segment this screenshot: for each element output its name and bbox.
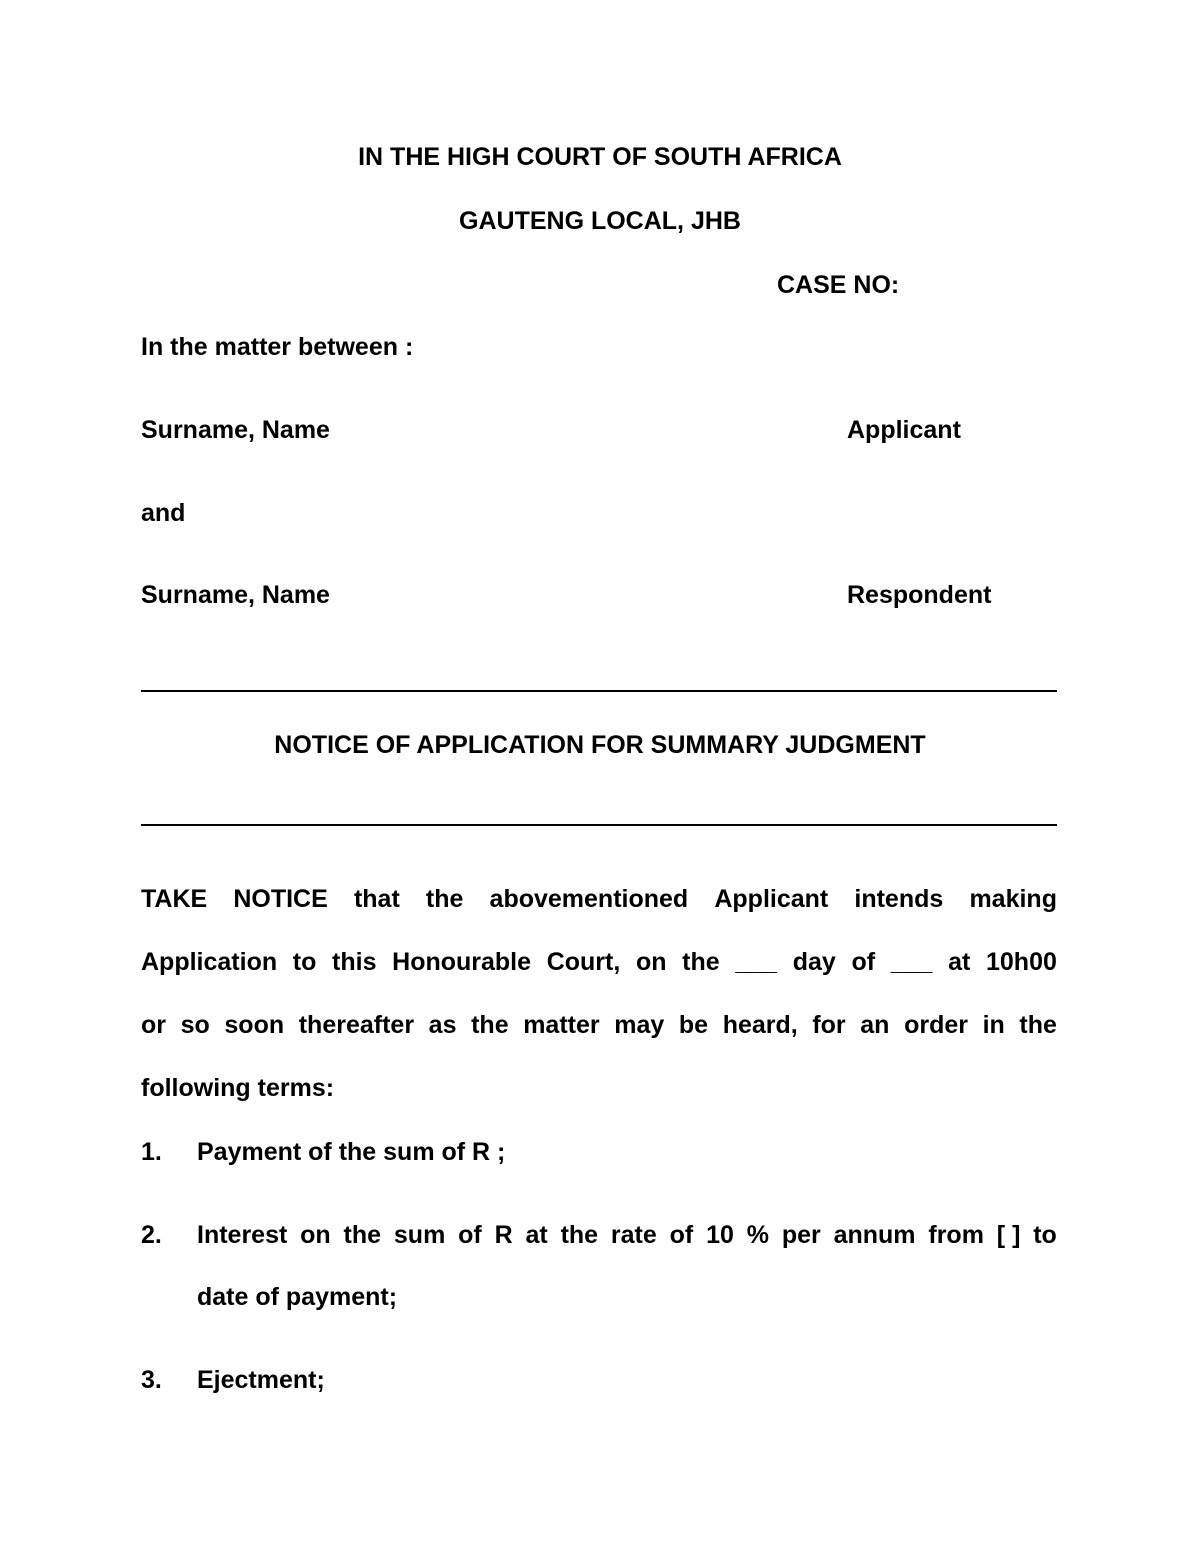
word: the — [682, 948, 720, 976]
word: Applicant — [714, 885, 829, 913]
body-line-3 — [141, 1010, 1057, 1040]
item-1-number: 1. — [141, 1138, 162, 1166]
word: or — [141, 1011, 166, 1039]
item-3-text: Ejectment; — [197, 1366, 325, 1394]
word: at — [948, 948, 971, 976]
word: 10 — [706, 1221, 734, 1249]
document-title: NOTICE OF APPLICATION FOR SUMMARY JUDGMENT — [274, 731, 926, 759]
word: ] — [1012, 1221, 1021, 1249]
item-2-line-1 — [197, 1220, 1057, 1250]
word: be — [678, 1011, 709, 1039]
court-heading: IN THE HIGH COURT OF SOUTH AFRICA — [358, 143, 842, 171]
word: on — [635, 948, 667, 976]
respondent-role: Respondent — [847, 581, 992, 609]
word: abovementioned — [489, 885, 689, 913]
word: the — [343, 1221, 382, 1249]
word: as — [428, 1011, 457, 1039]
word: this — [332, 948, 377, 976]
word: heard, — [722, 1011, 798, 1039]
word: Honourable — [392, 948, 532, 976]
word: matter — [523, 1011, 600, 1039]
word: at — [525, 1221, 548, 1249]
item-3-number: 3. — [141, 1366, 162, 1394]
word: may — [614, 1011, 665, 1039]
word: sum — [393, 1221, 446, 1249]
applicant-name: Surname, Name — [141, 416, 330, 444]
body-line-1 — [141, 884, 1057, 914]
word: NOTICE — [233, 885, 328, 913]
word: the — [1019, 1011, 1057, 1039]
word: so — [180, 1011, 210, 1039]
word: on — [300, 1221, 331, 1249]
item-2-line-2: date of payment; — [197, 1283, 398, 1311]
word: in — [982, 1011, 1005, 1039]
word: day — [792, 948, 836, 976]
body-line-2 — [141, 947, 1057, 977]
word: 10h00 — [985, 948, 1057, 976]
applicant-role: Applicant — [847, 416, 961, 444]
word: thereafter — [298, 1011, 415, 1039]
word: an — [860, 1011, 890, 1039]
party-conjunction: and — [141, 499, 186, 527]
word: per — [781, 1221, 821, 1249]
word: Application — [141, 948, 278, 976]
word: annum — [833, 1221, 916, 1249]
word: the — [425, 885, 464, 913]
word: the — [560, 1221, 599, 1249]
word: [ — [996, 1221, 1006, 1249]
word: R — [494, 1221, 513, 1249]
word: % — [746, 1221, 769, 1249]
word: of — [458, 1221, 482, 1249]
word: order — [904, 1011, 968, 1039]
word: TAKE — [141, 885, 208, 913]
item-1-text: Payment of the sum of R ; — [197, 1138, 506, 1166]
blank-field: ___ — [890, 948, 933, 976]
word: making — [969, 885, 1057, 913]
word: for — [812, 1011, 846, 1039]
title-rule-top — [141, 690, 1057, 692]
word: that — [353, 885, 400, 913]
word: intends — [854, 885, 944, 913]
respondent-name: Surname, Name — [141, 581, 330, 609]
word: from — [928, 1221, 984, 1249]
matter-intro: In the matter between : — [141, 333, 414, 361]
division-heading: GAUTENG LOCAL, JHB — [459, 207, 741, 235]
word: Interest — [197, 1221, 288, 1249]
word: soon — [224, 1011, 285, 1039]
word: the — [471, 1011, 509, 1039]
word: of — [669, 1221, 694, 1249]
word: Court, — [546, 948, 621, 976]
item-2-number: 2. — [141, 1221, 162, 1249]
word: to — [1033, 1221, 1057, 1249]
title-rule-bottom — [141, 824, 1057, 826]
word: to — [292, 948, 317, 976]
case-number-label: CASE NO: — [777, 271, 900, 299]
blank-field: ___ — [735, 948, 778, 976]
body-line-4: following terms: — [141, 1074, 335, 1102]
word: of — [851, 948, 876, 976]
word: rate — [610, 1221, 657, 1249]
bracket-field — [997, 1220, 1021, 1250]
